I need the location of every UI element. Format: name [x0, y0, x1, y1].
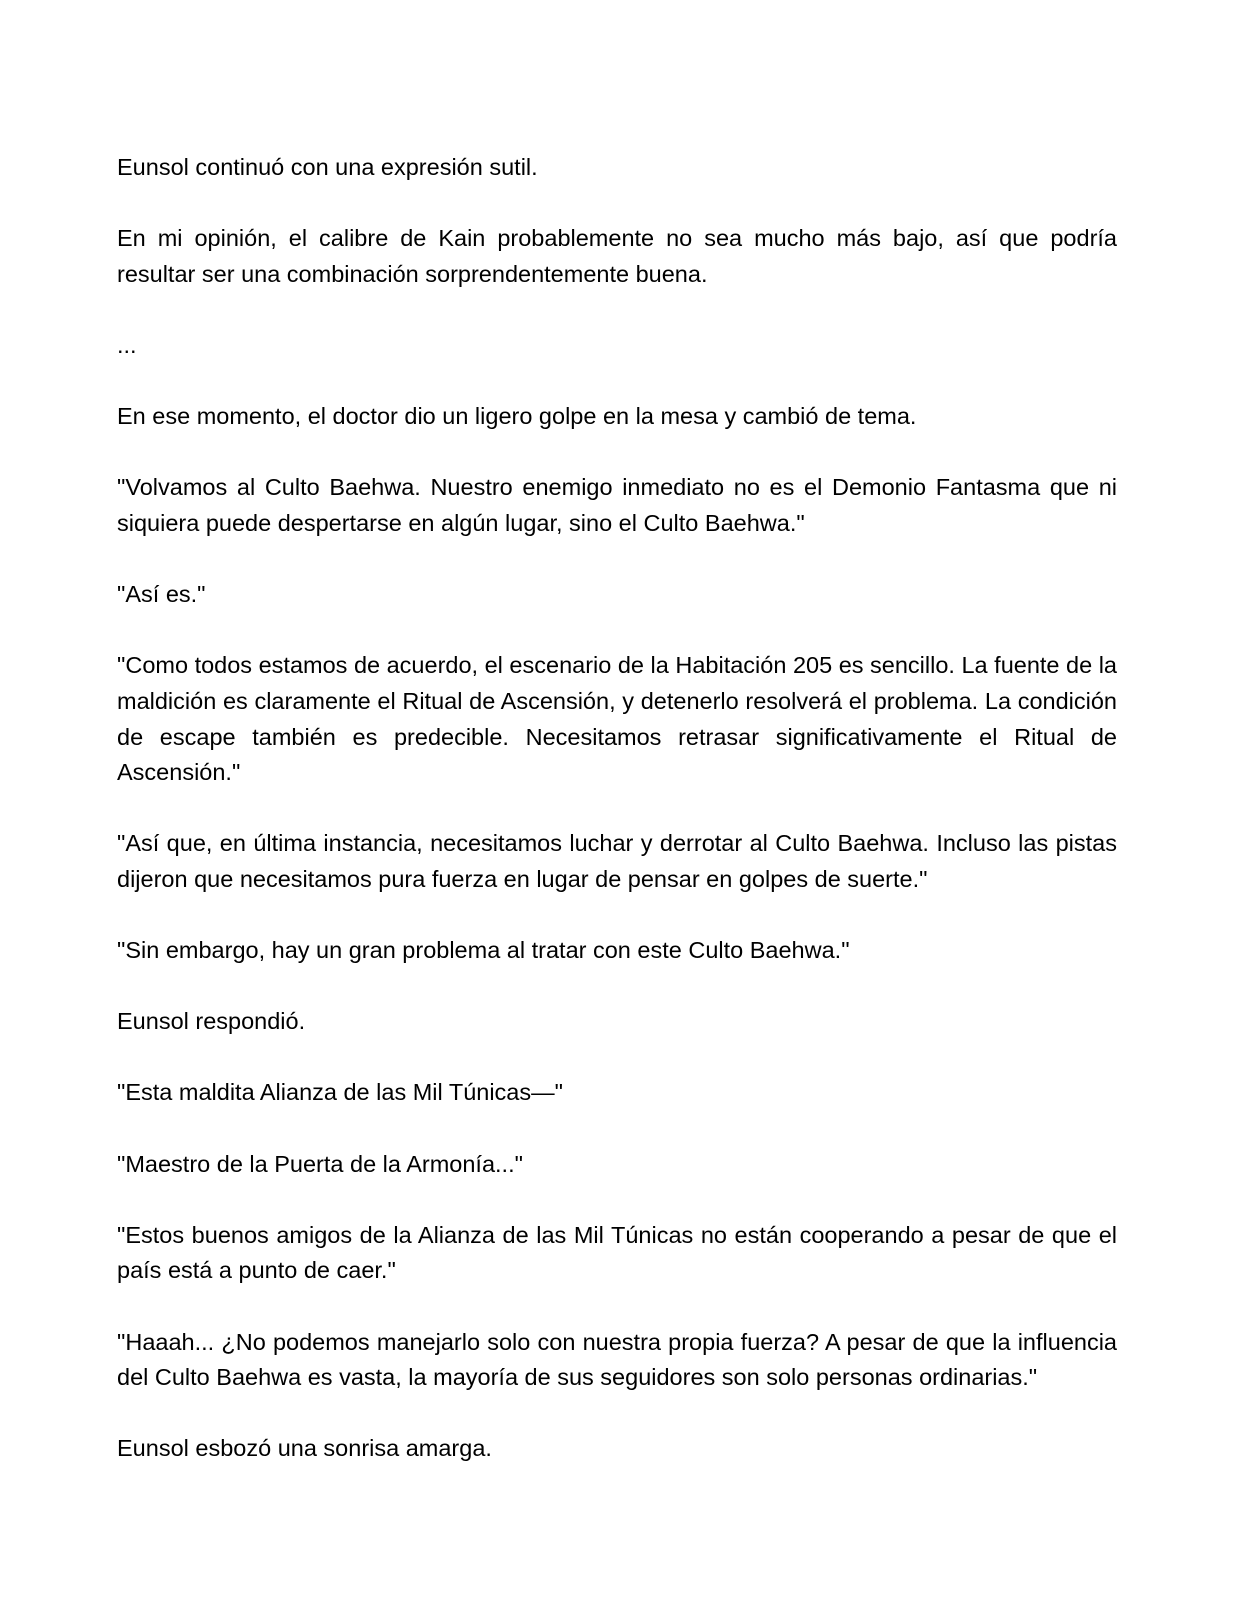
dialogue-paragraph: "Sin embargo, hay un gran problema al tratar con este Culto Baehwa."	[117, 937, 850, 964]
dialogue-paragraph: "Volvamos al Culto Baehwa. Nuestro enemigo inmediato no es el Demonio Fantasma que ni siquiera puede despertarse en algún lugar, sino el Culto Baehwa."	[117, 474, 1117, 536]
dialogue-paragraph: "Así que, en última instancia, necesitamos luchar y derrotar al Culto Baehwa. Incluso las pistas dijeron que necesitamos pura fuerza en lugar de pensar en golpes de suerte."	[117, 830, 1117, 892]
ellipsis-line: ...	[117, 331, 137, 358]
dialogue-paragraph: "Así es."	[117, 581, 206, 608]
dialogue-paragraph: "Esta maldita Alianza de las Mil Túnicas—"	[117, 1079, 563, 1106]
paragraph: En ese momento, el doctor dio un ligero golpe en la mesa y cambió de tema.	[117, 403, 917, 430]
paragraph: En mi opinión, el calibre de Kain probablemente no sea mucho más bajo, así que podría resultar ser una combinación sorprendentemente buena.	[117, 225, 1117, 287]
paragraph: Eunsol esbozó una sonrisa amarga.	[117, 1435, 492, 1462]
dialogue-paragraph: "Como todos estamos de acuerdo, el escenario de la Habitación 205 es sencillo. La fuente de la maldición es claramente el Ritual de Ascensión, y detenerlo resolverá el problema. La condición de escape también es predecible. Necesitamos retrasar significativamente el Ritual de Ascensión."	[117, 652, 1117, 786]
dialogue-paragraph: "Estos buenos amigos de la Alianza de las Mil Túnicas no están cooperando a pesar de que el país está a punto de caer."	[117, 1221, 1117, 1284]
dialogue-paragraph: "Maestro de la Puerta de la Armonía..."	[117, 1150, 523, 1177]
paragraph: Eunsol respondió.	[117, 1008, 306, 1035]
document-page	[117, 150, 1117, 1467]
paragraph: Eunsol continuó con una expresión sutil.	[117, 154, 538, 180]
dialogue-paragraph: "Haaah... ¿No podemos manejarlo solo con nuestra propia fuerza? A pesar de que la influencia del Culto Baehwa es vasta, la mayoría de sus seguidores son solo personas ordinarias."	[117, 1328, 1117, 1391]
